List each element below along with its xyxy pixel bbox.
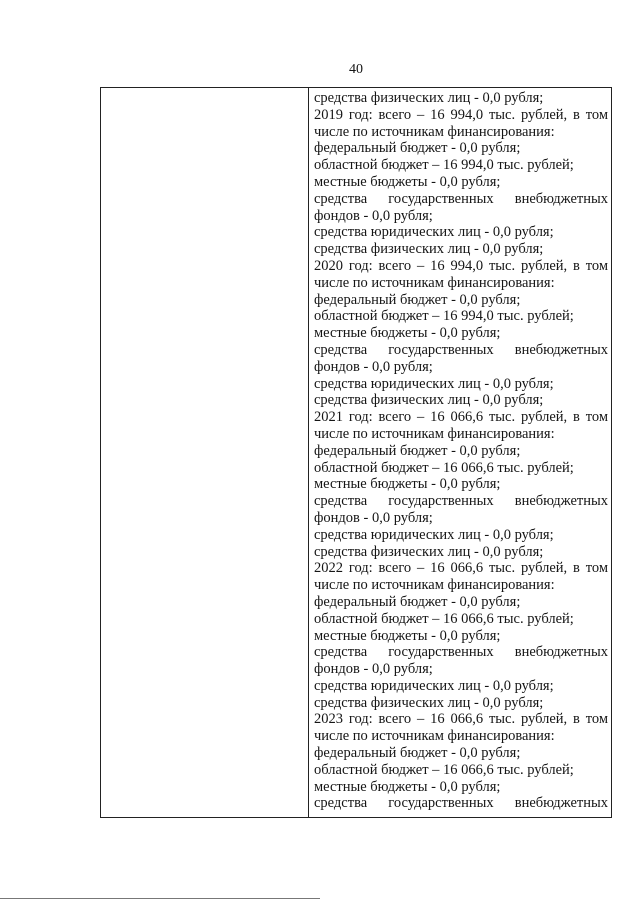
budget-paragraph — [314, 460, 608, 477]
page-number: 40 — [349, 62, 363, 77]
budget-paragraph — [314, 342, 608, 376]
text-line: средства физических лиц - 0,0 рубля; — [314, 241, 544, 258]
budget-paragraph — [314, 90, 608, 107]
text-line: местные бюджеты - 0,0 рубля; — [314, 476, 501, 493]
budget-paragraph — [314, 611, 608, 628]
text-line: фондов - 0,0 рубля; — [314, 358, 433, 375]
budget-paragraph — [314, 241, 608, 258]
text-line: средства государственных внебюджетных — [314, 644, 608, 661]
text-line: средства физических лиц - 0,0 рубля; — [314, 543, 544, 560]
budget-paragraph — [314, 544, 608, 561]
budget-paragraph — [314, 476, 608, 493]
text-line: федеральный бюджет - 0,0 рубля; — [314, 291, 521, 308]
budget-paragraph — [314, 762, 608, 779]
budget-paragraph — [314, 392, 608, 409]
text-line: местные бюджеты - 0,0 рубля; — [314, 173, 501, 190]
budget-paragraph — [314, 443, 608, 460]
table-cell-right — [309, 88, 611, 817]
text-line: средства физических лиц - 0,0 рубля; — [314, 90, 544, 106]
text-line: средства юридических лиц - 0,0 рубля; — [314, 224, 554, 241]
budget-paragraph — [314, 594, 608, 611]
budget-paragraph — [314, 628, 608, 645]
budget-paragraph — [314, 678, 608, 695]
text-line: федеральный бюджет - 0,0 рубля; — [314, 442, 521, 459]
text-line: фондов - 0,0 рубля; — [314, 509, 433, 526]
text-line: числе по источникам финансирования: — [314, 577, 555, 594]
budget-paragraph — [314, 779, 608, 796]
text-line: средства государственных внебюджетных — [314, 190, 608, 207]
footer-rule — [0, 898, 320, 899]
budget-paragraph — [314, 325, 608, 342]
budget-paragraph — [314, 376, 608, 393]
budget-paragraph — [314, 560, 608, 594]
text-line: средства государственных внебюджетных — [314, 493, 608, 510]
text-line: федеральный бюджет - 0,0 рубля; — [314, 745, 521, 762]
table-cell-left — [101, 88, 309, 817]
budget-paragraph — [314, 745, 608, 762]
text-line: областной бюджет – 16 066,6 тыс. рублей; — [314, 610, 574, 627]
budget-paragraph — [314, 140, 608, 157]
budget-paragraph — [314, 308, 608, 325]
text-line: средства государственных внебюджетных — [314, 341, 608, 358]
text-line: числе по источникам финансирования: — [314, 274, 555, 291]
text-line: средства юридических лиц - 0,0 рубля; — [314, 526, 554, 543]
budget-paragraph — [314, 292, 608, 309]
text-line: 2022 год: всего – 16 066,6 тыс. рублей, в том — [314, 560, 608, 577]
text-line: областной бюджет – 16 066,6 тыс. рублей; — [314, 459, 574, 476]
text-line: местные бюджеты - 0,0 рубля; — [314, 778, 501, 795]
text-line: средства физических лиц - 0,0 рубля; — [314, 694, 544, 711]
budget-paragraph — [314, 527, 608, 544]
budget-paragraph — [314, 409, 608, 443]
budget-paragraph — [314, 258, 608, 292]
text-line: областной бюджет – 16 994,0 тыс. рублей; — [314, 157, 574, 174]
budget-table — [100, 87, 612, 818]
text-line: федеральный бюджет - 0,0 рубля; — [314, 593, 521, 610]
text-line: 2020 год: всего – 16 994,0 тыс. рублей, в том — [314, 257, 608, 274]
text-line: числе по источникам финансирования: — [314, 425, 555, 442]
text-line: числе по источникам финансирования: — [314, 728, 555, 745]
budget-paragraph — [314, 695, 608, 712]
text-line: 2023 год: всего – 16 066,6 тыс. рублей, в том — [314, 711, 608, 728]
text-line: областной бюджет – 16 994,0 тыс. рублей; — [314, 308, 574, 325]
text-line: местные бюджеты - 0,0 рубля; — [314, 627, 501, 644]
text-line: федеральный бюджет - 0,0 рубля; — [314, 140, 521, 157]
text-line: средства физических лиц - 0,0 рубля; — [314, 392, 544, 409]
budget-paragraph — [314, 174, 608, 191]
text-line: средства юридических лиц - 0,0 рубля; — [314, 677, 554, 694]
budget-paragraph — [314, 795, 608, 812]
text-line: средства юридических лиц - 0,0 рубля; — [314, 375, 554, 392]
text-line: областной бюджет – 16 066,6 тыс. рублей; — [314, 761, 574, 778]
text-line: 2021 год: всего – 16 066,6 тыс. рублей, в том — [314, 409, 608, 426]
text-line: фондов - 0,0 рубля; — [314, 661, 433, 678]
budget-paragraph — [314, 644, 608, 678]
text-line: средства государственных внебюджетных — [314, 795, 608, 812]
budget-paragraph — [314, 157, 608, 174]
text-line: числе по источникам финансирования: — [314, 123, 555, 140]
budget-paragraph — [314, 224, 608, 241]
budget-paragraph — [314, 711, 608, 745]
budget-paragraph — [314, 493, 608, 527]
text-line: 2019 год: всего – 16 994,0 тыс. рублей, в том — [314, 106, 608, 123]
budget-paragraph — [314, 107, 608, 141]
text-line: местные бюджеты - 0,0 рубля; — [314, 325, 501, 342]
budget-paragraph — [314, 191, 608, 225]
text-line: фондов - 0,0 рубля; — [314, 207, 433, 224]
